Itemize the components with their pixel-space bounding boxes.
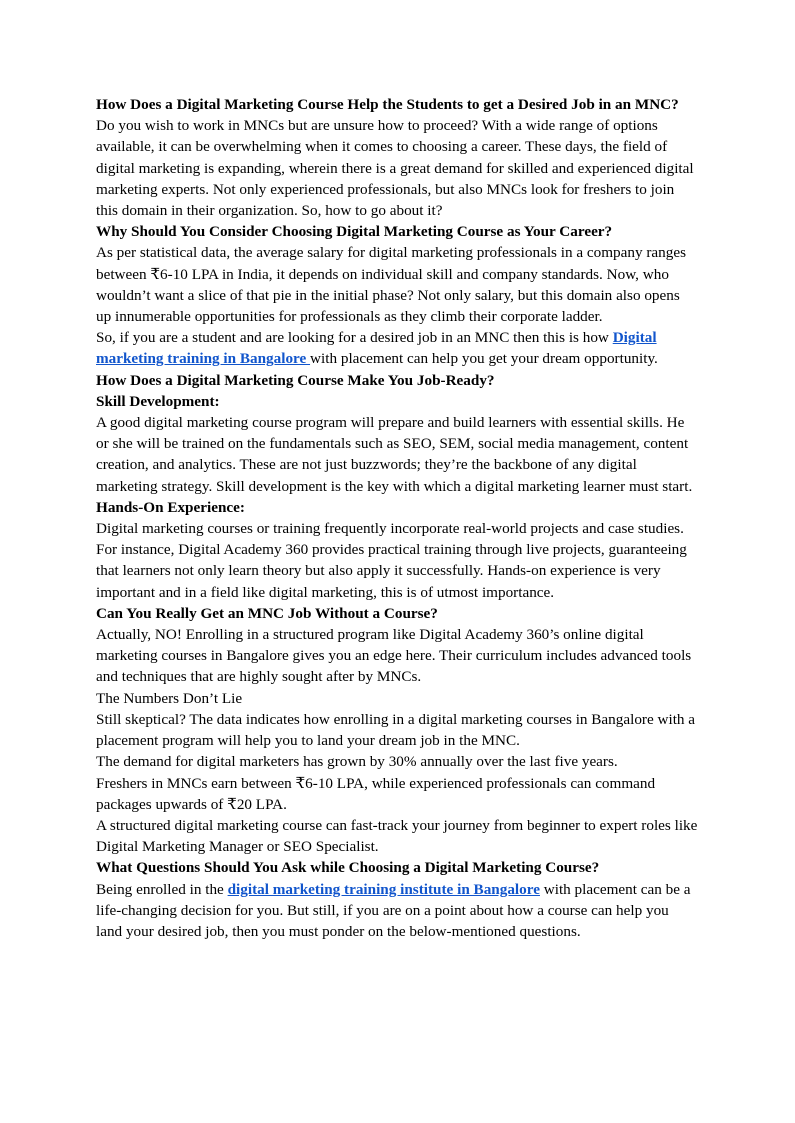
student-paragraph-text-after: with placement can help you get your dream opportunity. xyxy=(310,350,658,368)
document-body xyxy=(96,94,698,942)
demand-paragraph: The demand for digital marketers has grown by 30% annually over the last five years. xyxy=(96,753,618,771)
heading-why-choose: Why Should You Consider Choosing Digital Marketing Course as Your Career? xyxy=(96,223,613,241)
intro-paragraph: Do you wish to work in MNCs but are unsure how to proceed? With a wide range of options available, it can be overwhelming when it comes to choosing a career. These days, the field of digital marketing is expanding, wherein there is a great demand for skilled and experienced digital marketing experts. Not only experienced professionals, but also MNCs look for freshers to join this domain in their organization. So, how to go about it? xyxy=(96,117,694,220)
questions-paragraph xyxy=(96,879,698,943)
freshers-paragraph: Freshers in MNCs earn between ₹6-10 LPA, while experienced professionals can command packages upwards of ₹20 LPA. xyxy=(96,774,656,813)
fast-track-paragraph: A structured digital marketing course can fast-track your journey from beginner to expert roles like Digital Marketing Manager or SEO Specialist. xyxy=(96,816,698,856)
heading-skill-development: Skill Development: xyxy=(96,392,220,410)
questions-paragraph-text-after: with placement can be a life-changing decision for you. But still, if you are on a point about how a course can help you land your desired job, then you must ponder on the below-mentioned questions. xyxy=(96,880,691,940)
heading-hands-on: Hands-On Experience: xyxy=(96,498,245,516)
skeptical-paragraph: Still skeptical? The data indicates how enrolling in a digital marketing courses in Bangalore with a placement program will help you to land your dream job in the MNC. xyxy=(96,710,696,750)
heading-desired-job: How Does a Digital Marketing Course Help the Students to get a Desired Job in an MNC? xyxy=(96,96,679,113)
hands-on-paragraph: Digital marketing courses or training frequently incorporate real-world projects and case studies. For instance, Digital Academy 360 provides practical training through live projects, guaranteeing that learners not only learn theory but also apply it successfully. Hands-on experience is very important and in a field like digital marketing, this is of utmost importance. xyxy=(96,520,687,601)
salary-paragraph: As per statistical data, the average salary for digital marketing professionals in a company ranges between ₹6-10 LPA in India, it depends on individual skill and company standards. Now, who wouldn’t want a slice of that pie in the initial phase? Not only salary, but this domain also opens up innumerable opportunities for professionals as they climb their corporate ladder. xyxy=(96,244,686,326)
questions-paragraph-text-before: Being enrolled in the xyxy=(96,880,228,898)
heading-questions: What Questions Should You Ask while Choosing a Digital Marketing Course? xyxy=(96,859,600,877)
training-institute-link[interactable]: digital marketing training institute in Bangalore xyxy=(227,880,540,898)
heading-without-course: Can You Really Get an MNC Job Without a Course? xyxy=(96,604,438,622)
student-paragraph xyxy=(96,327,698,369)
skill-paragraph: A good digital marketing course program will prepare and build learners with essential skills. He or she will be trained on the fundamentals such as SEO, SEM, social media management, content creation, and analytics. These are not just buzzwords; they’re the backbone of any digital marketing strategy. Skill development is the key with which a digital marketing learner must start. xyxy=(96,414,693,495)
heading-job-ready: How Does a Digital Marketing Course Make You Job-Ready? xyxy=(96,371,495,389)
enrolling-paragraph: Actually, NO! Enrolling in a structured program like Digital Academy 360’s online digital marketing courses in Bangalore gives you an edge here. Their curriculum includes advanced tools and techniques that are highly sought after by MNCs. xyxy=(96,626,692,686)
numbers-subheading: The Numbers Don’t Lie xyxy=(96,689,243,707)
student-paragraph-text-before: So, if you are a student and are looking for a desired job in an MNC then this is how xyxy=(96,329,613,347)
digital-marketing-training-link[interactable]: Digital marketing training in Bangalore xyxy=(96,329,657,368)
